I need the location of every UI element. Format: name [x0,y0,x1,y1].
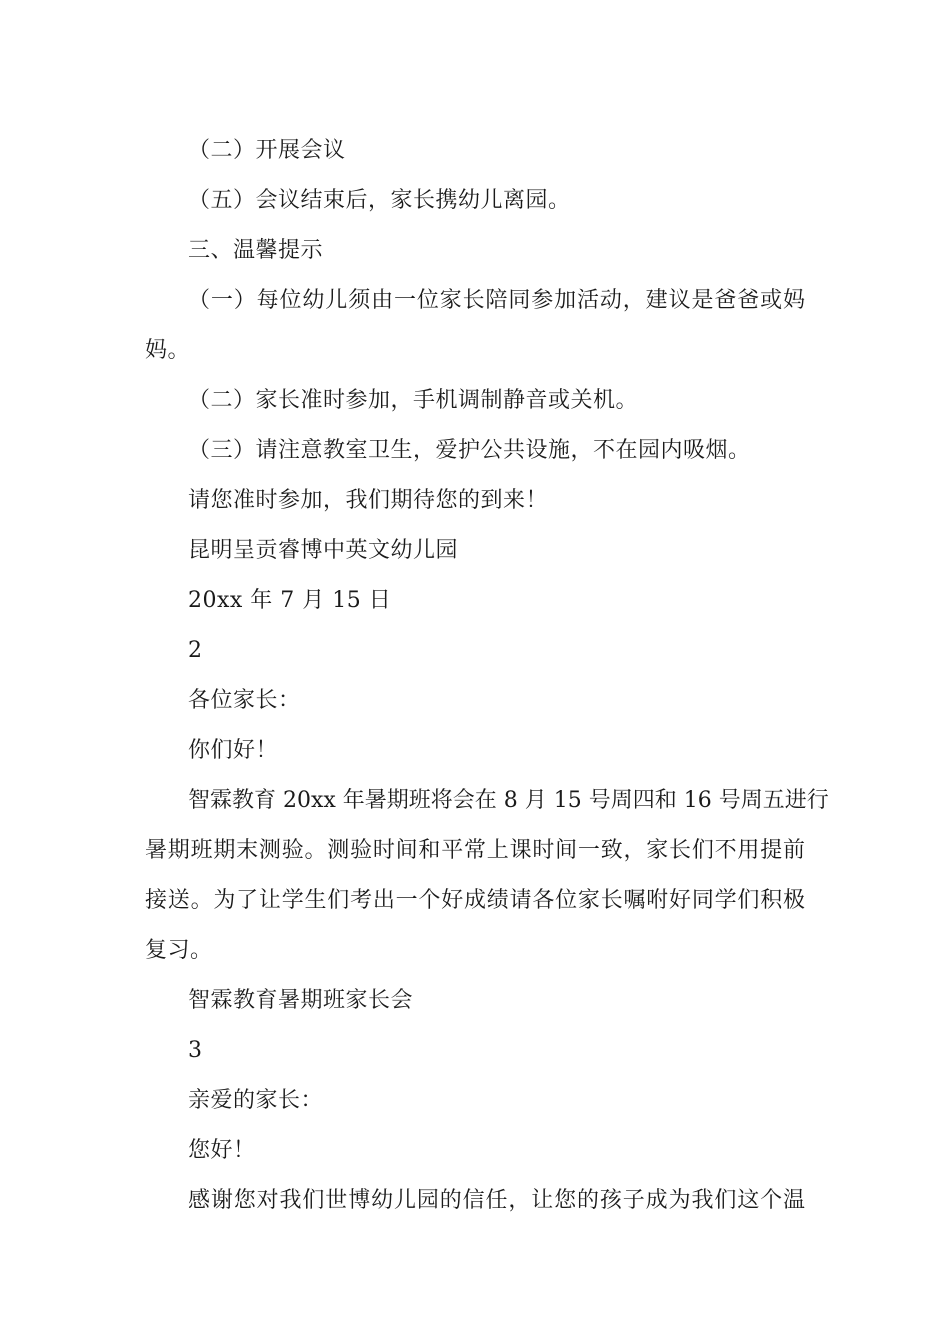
paragraph-tip-one-line2: 妈。 [145,338,191,363]
greeting-dear-parents: 各位家长： [188,688,301,713]
paragraph-meeting-end: （五）会议结束后，家长携幼儿离园。 [188,188,571,213]
signature-date: 20xx 年 7 月 15 日 [188,588,392,613]
greeting-hello: 你们好！ [188,738,279,763]
paragraph-thanks-line1: 感谢您对我们世博幼儿园的信任，让您的孩子成为我们这个温 [188,1188,805,1213]
signature-kindergarten: 昆明呈贡睿博中英文幼儿园 [188,538,459,563]
greeting-hello-polite: 您好！ [188,1138,256,1163]
paragraph-exam-line4: 复习。 [145,938,213,963]
section-number-2: 2 [188,638,203,663]
paragraph-tip-two: （二）家长准时参加，手机调制静音或关机。 [188,388,639,413]
paragraph-exam-line2: 暑期班期末测验。测验时间和平常上课时间一致，家长们不用提前 [145,838,805,863]
paragraph-exam-line1: 智霖教育 20xx 年暑期班将会在 8 月 15 号周四和 16 号周五进行 [188,788,829,813]
section-number-3: 3 [188,1038,203,1063]
greeting-beloved-parents: 亲爱的家长： [188,1088,324,1113]
paragraph-exam-line3: 接送。为了让学生们考出一个好成绩请各位家长嘱咐好同学们积极 [145,888,805,913]
section-heading-tips: 三、温馨提示 [188,238,324,263]
paragraph-meeting-start: （二）开展会议 [188,138,346,163]
paragraph-tip-one-line1: （一）每位幼儿须由一位家长陪同参加活动，建议是爸爸或妈 [188,288,805,313]
paragraph-invitation: 请您准时参加，我们期待您的到来！ [188,488,549,513]
paragraph-tip-three: （三）请注意教室卫生，爱护公共设施，不在园内吸烟。 [188,438,751,463]
signature-zhilin-education: 智霖教育暑期班家长会 [188,988,414,1013]
